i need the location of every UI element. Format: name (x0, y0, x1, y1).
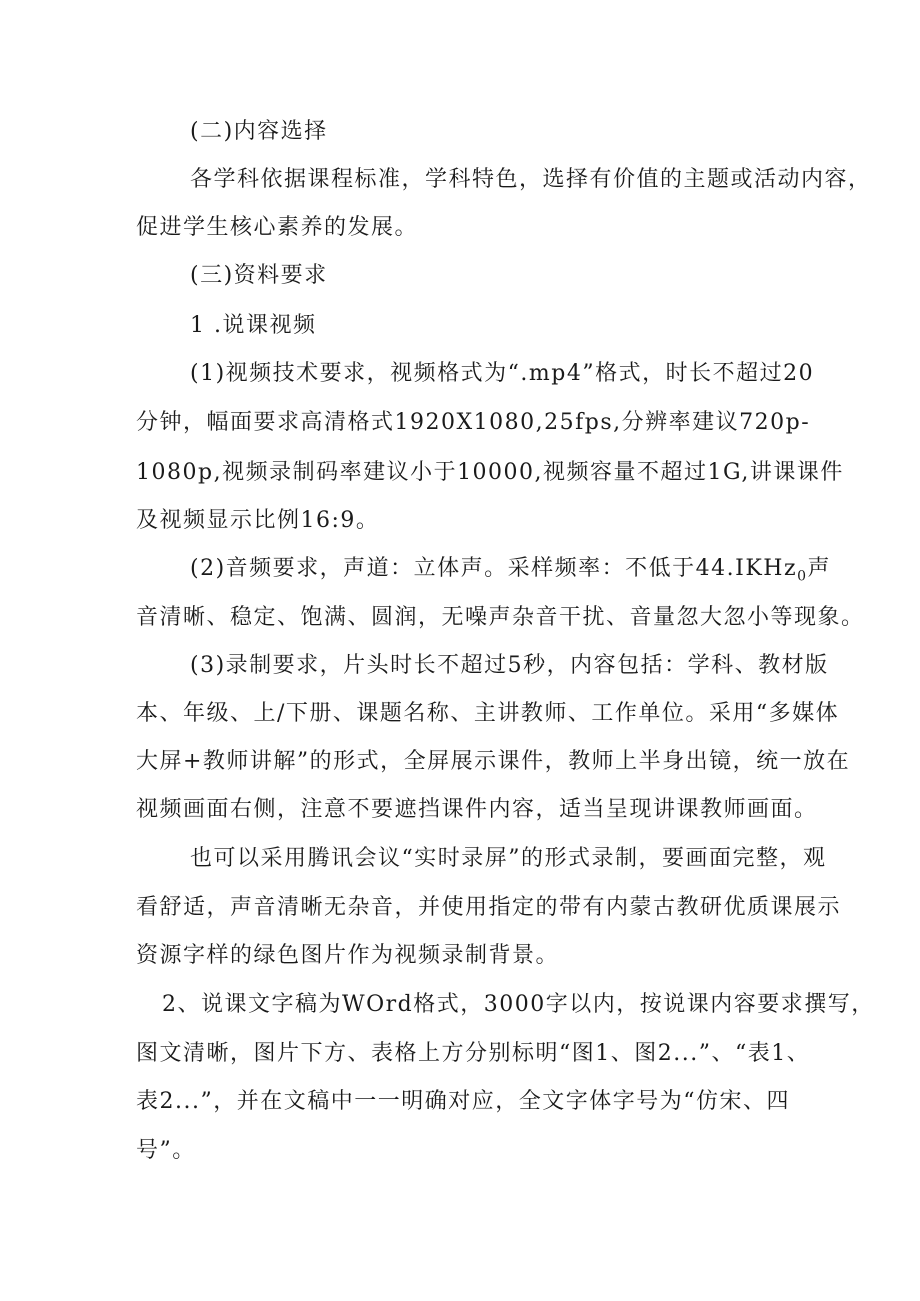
paragraph-line: 看舒适，声音清晰无杂音，并使用指定的带有内蒙古教研优质课展示 (136, 895, 842, 920)
paragraph-line: 及视频显示比例16:9。 (136, 508, 380, 533)
paragraph-line: 资源字样的绿色图片作为视频录制背景。 (136, 943, 560, 968)
paragraph-line-audio (190, 554, 831, 591)
paragraph-line: 分钟，幅面要求高清格式1920X1080,25fps,分辨率建议720p- (136, 410, 811, 435)
audio-text: (2)音频要求，声道：立体声。采样频率：不低于44.IKHz (190, 556, 798, 581)
paragraph-line: 大屏+教师讲解”的形式，全屏展示课件，教师上半身出镜，统一放在 (136, 749, 851, 774)
paragraph-line: 号”。 (136, 1138, 196, 1163)
paragraph-line: 1080p,视频录制码率建议小于10000,视频容量不超过1G,讲课课件 (136, 460, 844, 485)
paragraph-line: 也可以采用腾讯会议“实时录屏”的形式录制，要画面完整，观 (190, 846, 827, 871)
section-heading-materials: (三)资料要求 (190, 263, 328, 288)
paragraph-line: 表2...”，并在文稿中一一明确对应，全文字体字号为“仿宋、四 (136, 1089, 790, 1114)
paragraph-line: (1)视频技术要求，视频格式为“.mp4”格式，时长不超过20 (190, 361, 815, 386)
paragraph-line: 本、年级、上/下册、课题名称、主讲教师、工作单位。采用“多媒体 (136, 701, 840, 726)
paragraph-line: 图文清晰，图片下方、表格上方分别标明“图1、图2...”、“表1、 (136, 1041, 811, 1066)
section-heading-content: (二)内容选择 (190, 119, 328, 144)
paragraph-line: (3)录制要求，片头时长不超过5秒，内容包括：学科、教材版 (190, 653, 829, 678)
paragraph-line: 各学科依据课程标准，学科特色，选择有价值的主题或活动内容， (190, 167, 872, 192)
audio-subscript: 0 (797, 568, 808, 585)
paragraph-line: 2、说课文字稿为WOrd格式，3000字以内，按说课内容要求撰写， (162, 992, 875, 1017)
paragraph-line: 促进学生核心素养的发展。 (136, 215, 419, 240)
paragraph-line: 视频画面右侧，注意不要遮挡课件内容，适当呈现讲课教师画面。 (136, 797, 818, 822)
audio-text-end: 声 (807, 556, 831, 581)
item-title-video: 1 .说课视频 (190, 313, 317, 338)
paragraph-line: 音清晰、稳定、饱满、圆润，无噪声杂音干扰、音量忽大忽小等现象。 (136, 605, 865, 630)
